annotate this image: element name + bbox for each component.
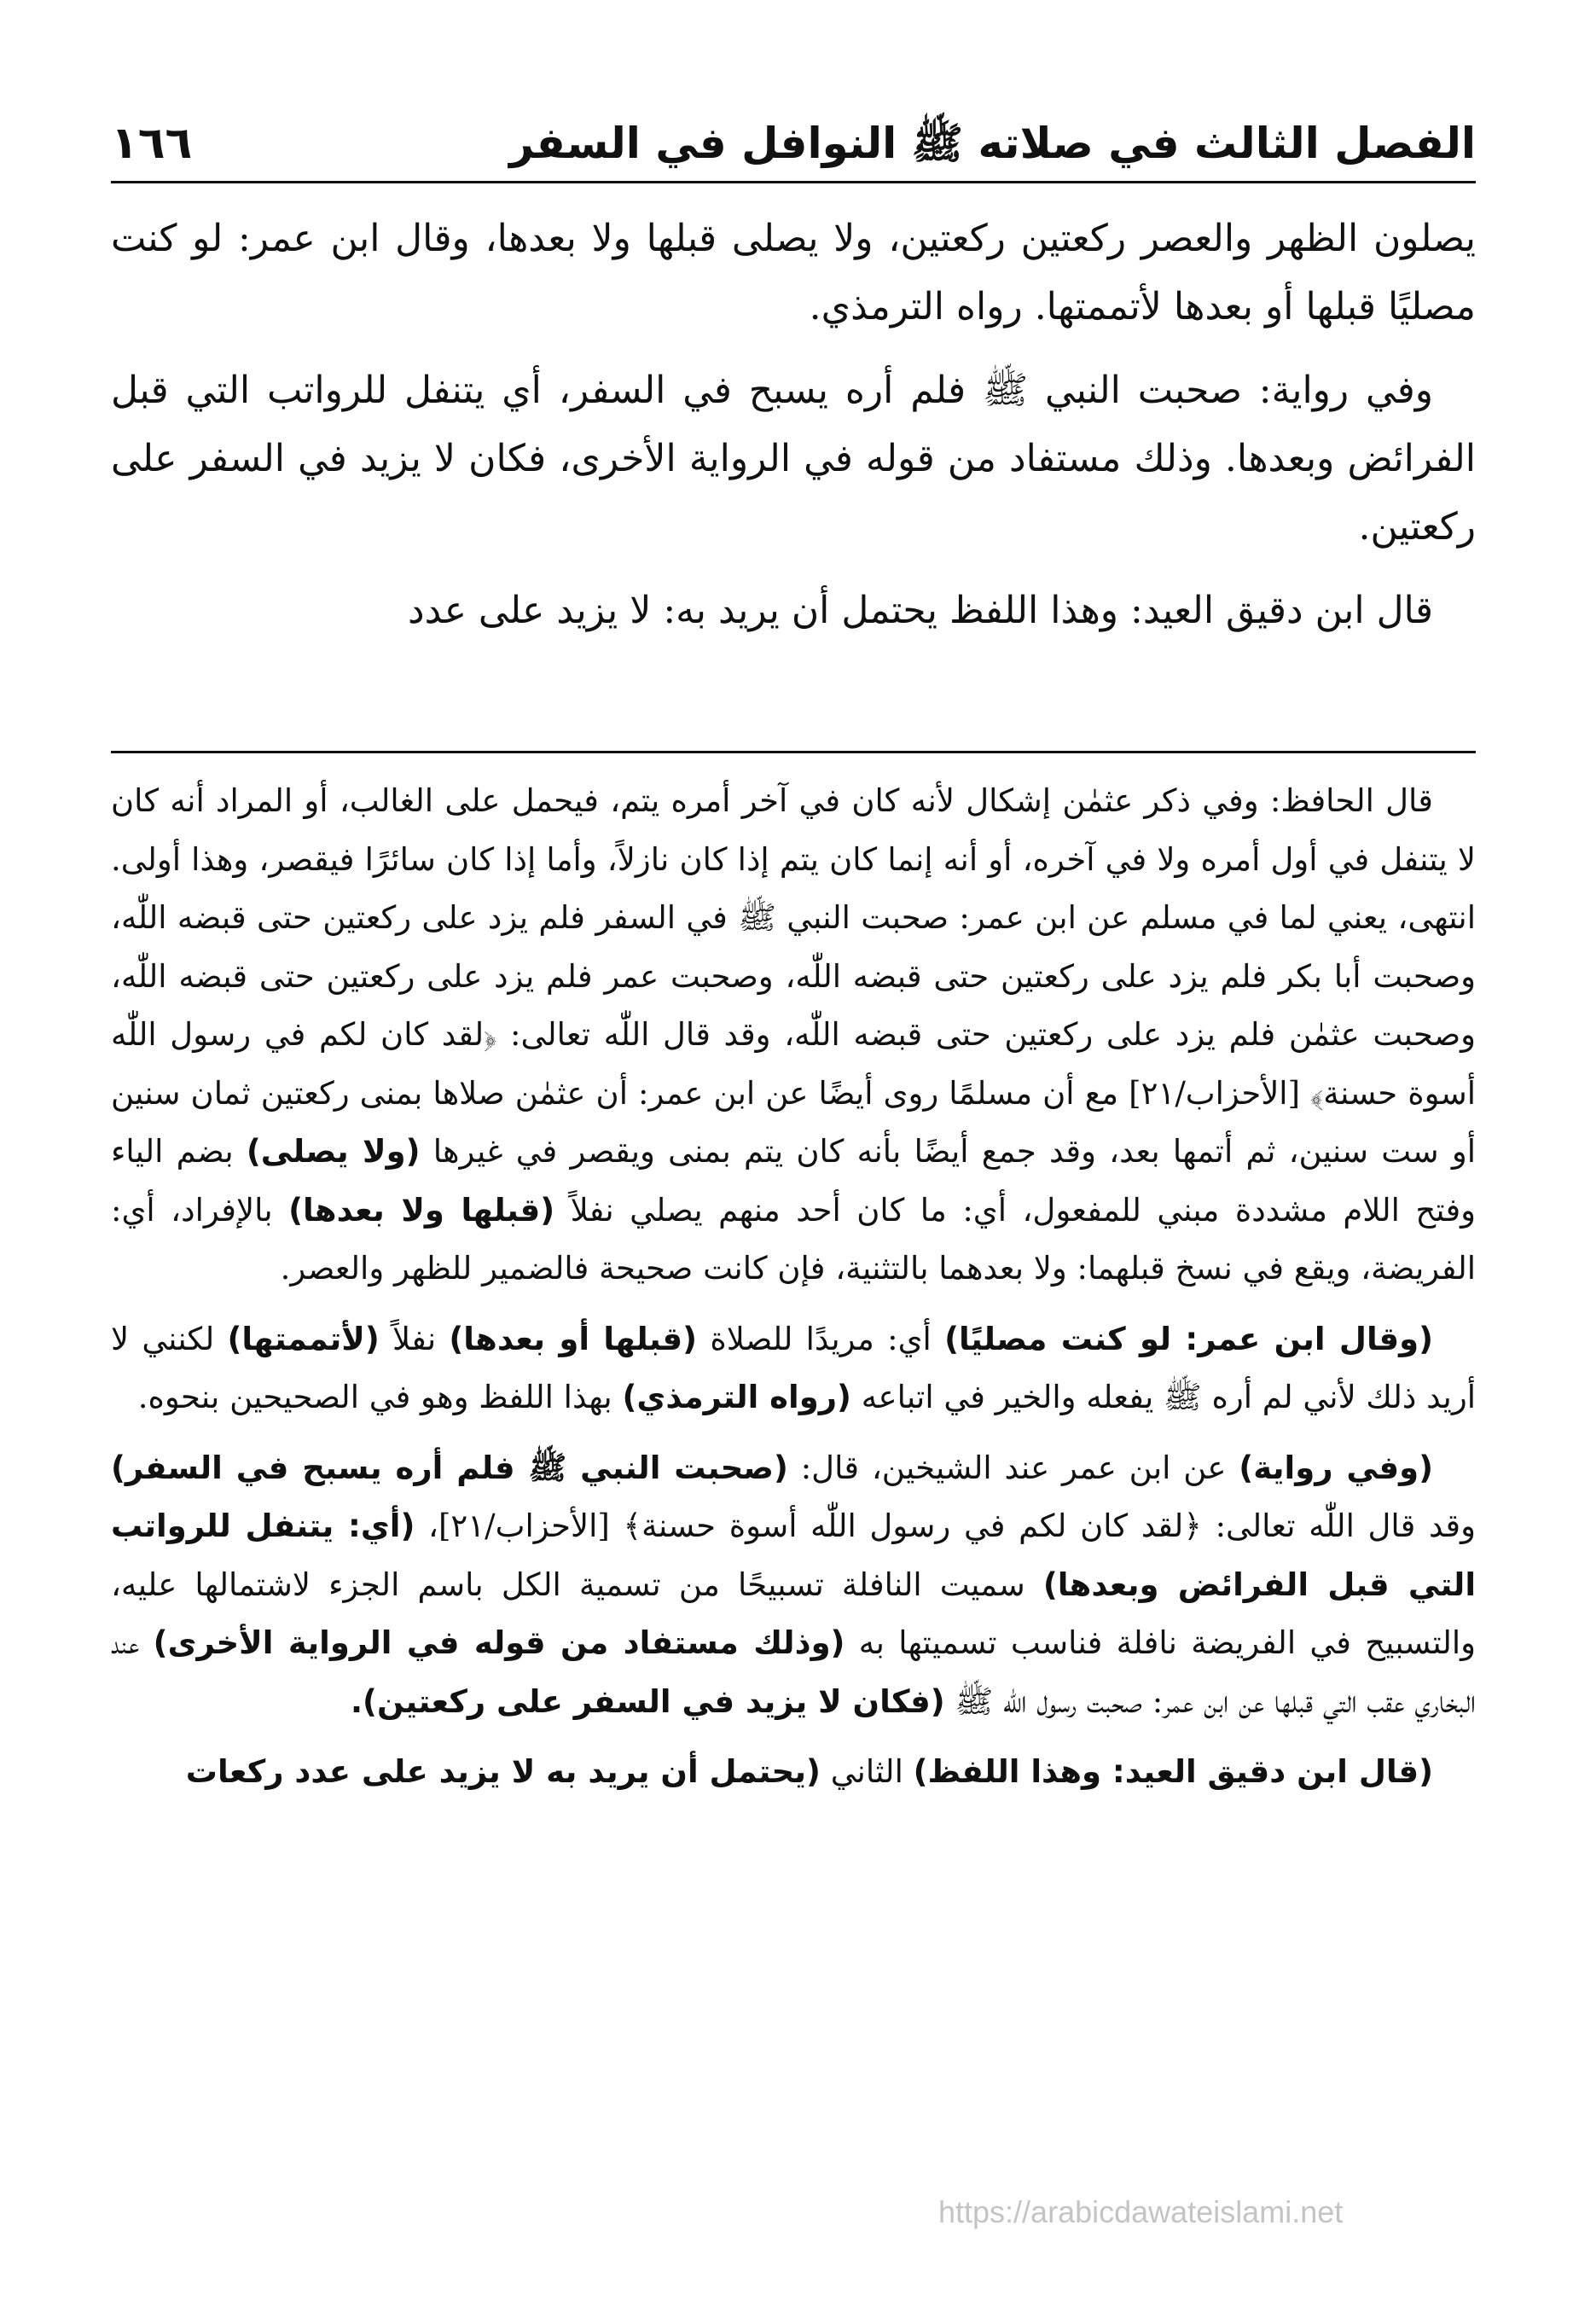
quoted-phrase: (فكان لا يزيد في السفر على ركعتين). [351, 1682, 945, 1720]
commentary-paragraph [111, 1439, 1476, 1732]
commentary-text: سميت النافلة تسبيحًا من تسمية الكل باسم الجزء لاشتمالها عليه، والتسبيح في الفريضة نافلة فناسب تسميتها به [111, 1566, 1477, 1661]
commentary-text: قال الحافظ: وفي ذكر عثمٰن إشكال لأنه كان في آخر أمره يتم، فيحمل على الغالب، أو المراد أنه كان لا يتنفل في أول أمره ولا في آخره، أو أنه إنما كان يتم إذا كان نازلاً، وأما إذا كان سائرًا فيقصر، وهذا أولى. انتهى، يعني لما في مسلم عن ابن عمر: صحبت النبي ﷺ في السفر فلم يزد على ركعتين حتى قبضه اللّٰه، وصحبت أبا بكر فلم يزد على ركعتين حتى قبضه اللّٰه، وصحبت عمر فلم يزد على ركعتين حتى قبضه اللّٰه، وصحبت عثمٰن فلم يزد على ركعتين حتى قبضه اللّٰه، وقد قال اللّٰه تعالى: ﴿لقد كان لكم في رسول اللّٰه أسوة حسنة﴾ [الأحزاب/٢١] مع أن مسلمًا روى أيضًا عن ابن عمر: أن عثمٰن صلاها بمنى ركعتين ثمان سنين أو ست سنين، ثم أتمها بعد، وقد جمع أيضًا بأنه كان يتم بمنى ويقصر في غيرها [111, 782, 1477, 1170]
footnote-divider [111, 751, 1476, 753]
commentary-text: بالإفراد، أي: الفريضة، ويقع في نسخ قبلهما: ولا بعدهما بالتثنية، فإن كانت صحيحة فالضمير للظهر والعصر. [111, 1191, 1476, 1287]
quoted-phrase: (وقال ابن عمر: لو كنت مصليًا) [944, 1320, 1434, 1357]
quoted-phrase: (أي: يتنفل للرواتب التي قبل الفرائض وبعدها) [111, 1508, 1477, 1603]
commentary-text: نفلاً [392, 1320, 437, 1357]
commentary-paragraph [111, 1743, 1476, 1802]
header-rule [111, 181, 1476, 183]
book-page [111, 111, 1476, 2227]
quoted-phrase: (قال ابن دقيق العيد: وهذا اللفظ) [913, 1753, 1433, 1790]
commentary-text: لكنني لا أريد ذلك لأني لم أره ﷺ يفعله والخير في اتباعه [111, 1320, 1476, 1415]
commentary-text: أي: مريدًا للصلاة [710, 1320, 932, 1357]
main-paragraph: يصلون الظهر والعصر ركعتين ركعتين، ولا يصلى قبلها ولا بعدها، وقال ابن عمر: لو كنت مصليًا قبلها أو بعدها لأتممتها. رواه الترمذي. [111, 217, 1476, 328]
site-watermark: https://arabicdawateislami.net [938, 2194, 1344, 2229]
quoted-phrase: (ولا يصلى) [246, 1133, 421, 1170]
page-number: ١٦٦ [111, 118, 193, 169]
main-paragraph: قال ابن دقيق العيد: وهذا اللفظ يحتمل أن يريد به: لا يزيد على عدد [408, 589, 1433, 632]
commentary-text: عند البخاري عقب التي قبلها عن ابن عمر: صحبت رسول اللّٰه ﷺ [111, 1624, 1476, 1720]
running-header [111, 111, 1476, 179]
main-text [111, 205, 1476, 660]
commentary-paragraph [111, 1310, 1476, 1427]
commentary-paragraph [111, 772, 1476, 1299]
commentary-text: الثاني [830, 1753, 903, 1790]
commentary-text: عن ابن عمر عند الشيخين، قال: [800, 1449, 1227, 1486]
quoted-phrase: (قبلها ولا بعدها) [288, 1191, 555, 1229]
main-paragraph: وفي رواية: صحبت النبي ﷺ فلم أره يسبح في السفر، أي يتنفل للرواتب التي قبل الفرائض وبعدها. وذلك مستفاد من قوله في الرواية الأخرى، فكان لا يزيد في السفر على ركعتين. [111, 369, 1476, 549]
chapter-title: الفصل الثالث في صلاته ﷺ النوافل في السفر [509, 119, 1476, 168]
quoted-phrase: (يحتمل أن يريد به لا يزيد على عدد ركعات [185, 1753, 821, 1790]
commentary-text: بضم الياء وفتح اللام مشددة مبني للمفعول، أي: ما كان أحد منهم يصلي نفلاً [111, 1133, 1476, 1229]
quoted-phrase: (صحبت النبي ﷺ فلم أره يسبح في السفر) [111, 1449, 788, 1486]
quoted-phrase: (قبلها أو بعدها) [449, 1320, 698, 1357]
quoted-phrase: (وفي رواية) [1239, 1449, 1433, 1486]
commentary-text: بهذا اللفظ وهو في الصحيحين بنحوه. [137, 1379, 612, 1415]
commentary [111, 772, 1476, 1814]
quoted-phrase: (رواه الترمذي) [622, 1379, 851, 1415]
commentary-text: وقد قال اللّٰه تعالى: ﴿لقد كان لكم في رسول اللّٰه أسوة حسنة﴾ [الأحزاب/٢١]، [428, 1508, 1476, 1544]
quoted-phrase: (وذلك مستفاد من قوله في الرواية الأخرى) [153, 1624, 845, 1661]
quoted-phrase: (لأتممتها) [227, 1320, 380, 1357]
